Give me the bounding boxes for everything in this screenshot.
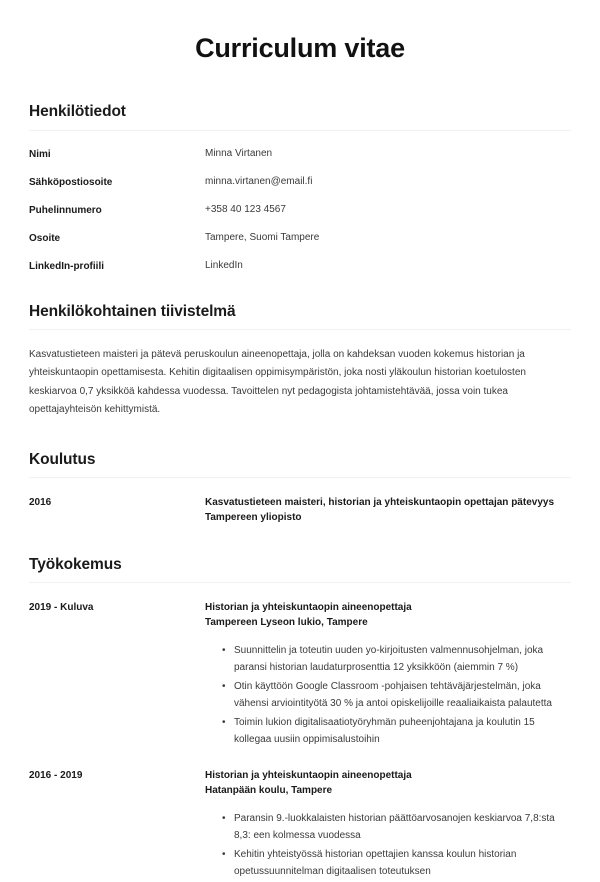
summary-paragraph: Kasvatustieteen maisteri ja pätevä peruskoulun aineenopettaja, jolla on kahdeksan vuoden kokemus historian ja yhteiskuntaopin opettamisesta. Kehitin digitaalisen oppimisympäristön, joka nosti yläkoulun historian koetulosten keskiarvoa 0,7 yksikköä kahdessa vuodessa. Tavoittelen nyt pedagogista johtamistehtävää, jossa voin tukea opettajayhteisön kehittymistä. bbox=[29, 348, 526, 416]
list-item: • Kehitin yhteistyössä historian opettajien kanssa koulun historian opetussuunnitelman digitaalisen toteutuksen bbox=[222, 846, 571, 881]
section-education bbox=[29, 450, 571, 526]
section-divider bbox=[29, 130, 571, 131]
section-divider bbox=[29, 477, 571, 478]
work-entry-organization: Hatanpään koulu, Tampere bbox=[205, 785, 333, 797]
education-entry-body bbox=[205, 495, 571, 526]
personal-value-nimi: Minna Virtanen bbox=[205, 147, 273, 159]
section-divider bbox=[29, 582, 571, 583]
section-heading-summary: Henkilökohtainen tiivistelmä bbox=[29, 302, 236, 320]
list-item: • Paransin 9.-luokkalaisten historian päättöarvosanojen keskiarvoa 7,8:sta 8,3: een kolmessa vuodessa bbox=[222, 810, 571, 845]
work-entry-title: Historian ja yhteiskuntaopin aineenopettaja bbox=[205, 601, 412, 613]
section-heading-education: Koulutus bbox=[29, 450, 96, 468]
table-row bbox=[29, 147, 571, 161]
list-item: • Otin käyttöön Google Classroom -pohjaisen tehtäväjärjestelmän, joka vähensi arviointityötä 30 % ja antoi opiskelijoille reaaliaikaista palautetta bbox=[222, 678, 571, 713]
work-entry-title: Historian ja yhteiskuntaopin aineenopettaja bbox=[205, 769, 412, 781]
page-title: Curriculum vitae bbox=[195, 33, 405, 63]
education-entry bbox=[29, 495, 571, 526]
personal-value-phone[interactable]: +358 40 123 4567 bbox=[205, 203, 286, 215]
section-personal-details bbox=[29, 102, 571, 272]
list-item: • Suunnittelin ja toteutin uuden yo-kirjoitusten valmennusohjelman, joka paransi historian laudaturprosenttia 12 yksikköön (aiemmin 7 %) bbox=[222, 642, 571, 677]
personal-value-address: Tampere, Suomi Tampere bbox=[205, 231, 320, 243]
section-divider bbox=[29, 329, 571, 330]
personal-label-linkedin: LinkedIn-profiili bbox=[29, 260, 104, 272]
personal-label-address: Osoite bbox=[29, 232, 61, 244]
personal-details-table bbox=[29, 147, 571, 273]
table-row bbox=[29, 203, 571, 217]
work-entry-body bbox=[205, 768, 571, 882]
section-heading-personal-details: Henkilötiedot bbox=[29, 103, 126, 121]
work-entry bbox=[29, 768, 571, 882]
personal-label-email: Sähköpostiosoite bbox=[29, 176, 113, 188]
work-entry-bullets bbox=[205, 810, 571, 881]
section-heading-work-experience: Työkokemus bbox=[29, 555, 122, 573]
table-row bbox=[29, 231, 571, 245]
personal-value-email[interactable]: minna.virtanen@email.fi bbox=[205, 175, 313, 187]
personal-label-phone: Puhelinnumero bbox=[29, 204, 102, 216]
work-entry-bullets bbox=[205, 642, 571, 749]
work-entry-date: 2019 - Kuluva bbox=[29, 601, 94, 613]
work-entry-body bbox=[205, 600, 571, 750]
work-entry bbox=[29, 600, 571, 750]
personal-value-linkedin[interactable]: LinkedIn bbox=[205, 259, 243, 271]
education-entry-title: Kasvatustieteen maisteri, historian ja yhteiskuntaopin opettajan pätevyys bbox=[205, 496, 554, 508]
table-row bbox=[29, 259, 571, 273]
personal-label-nimi: Nimi bbox=[29, 148, 51, 160]
education-entry-organization: Tampereen yliopisto bbox=[205, 512, 302, 524]
education-entry-date: 2016 bbox=[29, 496, 52, 508]
table-row bbox=[29, 175, 571, 189]
list-item: • Toimin lukion digitalisaatiotyöryhmän puheenjohtajana ja koulutin 15 kollegaa uusiin oppimisalustoihin bbox=[222, 714, 571, 749]
section-personal-summary bbox=[29, 302, 571, 420]
work-entry-organization: Tampereen Lyseon lukio, Tampere bbox=[205, 617, 368, 629]
work-entry-date: 2016 - 2019 bbox=[29, 769, 83, 781]
section-work-experience bbox=[29, 555, 571, 882]
